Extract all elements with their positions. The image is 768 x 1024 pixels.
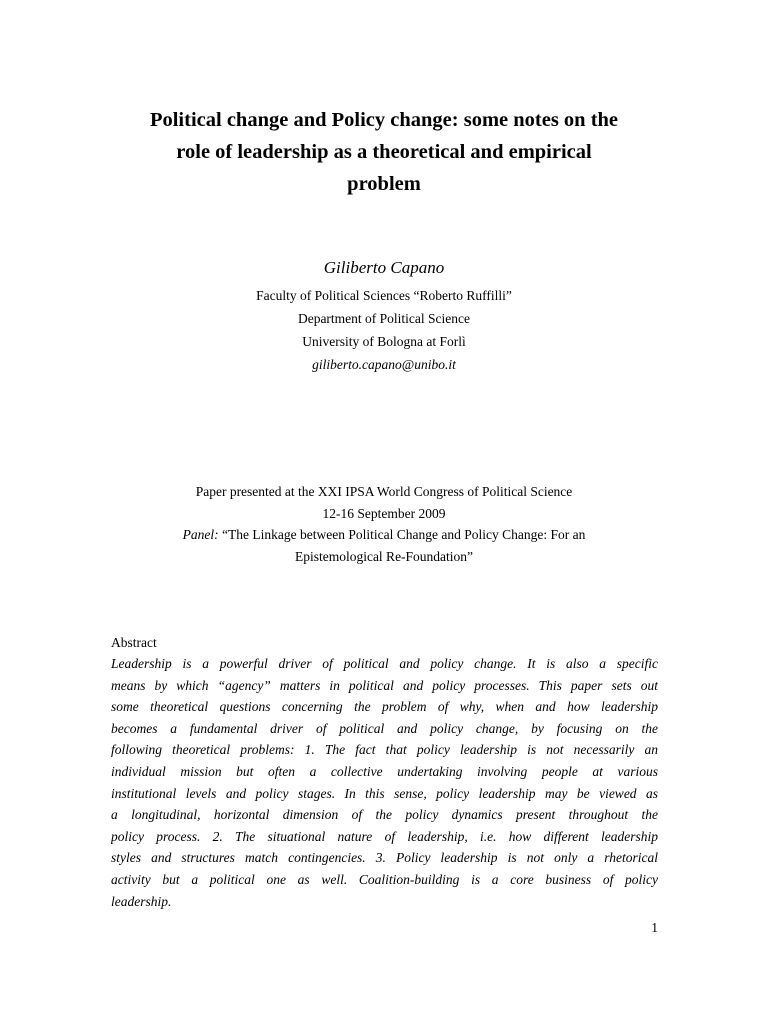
- conference-info: [80, 481, 688, 567]
- panel-label: Panel:: [182, 527, 219, 542]
- conference-presented: Paper presented at the XXI IPSA World Congress of Political Science: [195, 484, 573, 499]
- paper-title-line: Political change and Policy change: some notes on the: [149, 109, 619, 131]
- abstract-line: activity but a political one as well. Coalition-building is a core business of policy: [111, 871, 658, 887]
- abstract-line: becomes a fundamental driver of political and policy change, by focusing on the: [111, 720, 658, 736]
- abstract-line: some theoretical questions concerning the problem of why, when and how leadership: [111, 699, 658, 715]
- page-number: 1: [651, 920, 658, 935]
- author-affiliation: [80, 284, 688, 376]
- abstract-line: leadership.: [111, 893, 172, 909]
- paper-title-line: role of leadership as a theoretical and empirical: [176, 141, 592, 163]
- panel-line: [80, 524, 688, 546]
- abstract-line: institutional levels and policy stages. In this sense, policy leadership may be viewed as: [111, 785, 658, 801]
- paper-title: [80, 104, 688, 200]
- abstract-line: Leadership is a powerful driver of political and policy change. It is also a specific: [111, 656, 658, 671]
- author-email: giliberto.capano@unibo.it: [312, 357, 456, 372]
- affiliation-faculty: Faculty of Political Sciences “Roberto Ruffilli”: [256, 288, 512, 303]
- panel-title-part-2: Epistemological Re-Foundation”: [294, 548, 474, 564]
- abstract-line: a longitudinal, horizontal dimension of the policy dynamics present throughout the: [111, 807, 658, 823]
- paper-title-line: problem: [347, 173, 421, 195]
- author-name: Giliberto Capano: [323, 258, 445, 277]
- abstract-line: styles and structures match contingencies. 3. Policy leadership is not only a rhetorical: [111, 850, 658, 866]
- affiliation-department: Department of Political Science: [297, 311, 471, 326]
- panel-title-part-1: “The Linkage between Political Change and Policy Change: For an: [218, 527, 586, 542]
- abstract-line: following theoretical problems: 1. The fact that policy leadership is not necessarily an: [111, 742, 658, 758]
- abstract-line: policy process. 2. The situational nature of leadership, i.e. how different leadership: [111, 828, 658, 844]
- conference-dates: 12-16 September 2009: [322, 505, 446, 521]
- affiliation-university: University of Bologna at Forlì: [302, 334, 466, 349]
- abstract-heading: Abstract: [111, 635, 157, 650]
- abstract-text: [111, 653, 658, 912]
- abstract-line: individual mission but often a collective undertaking involving people at various: [111, 763, 658, 779]
- abstract-line: means by which “agency” matters in political and policy processes. This paper sets out: [111, 677, 658, 693]
